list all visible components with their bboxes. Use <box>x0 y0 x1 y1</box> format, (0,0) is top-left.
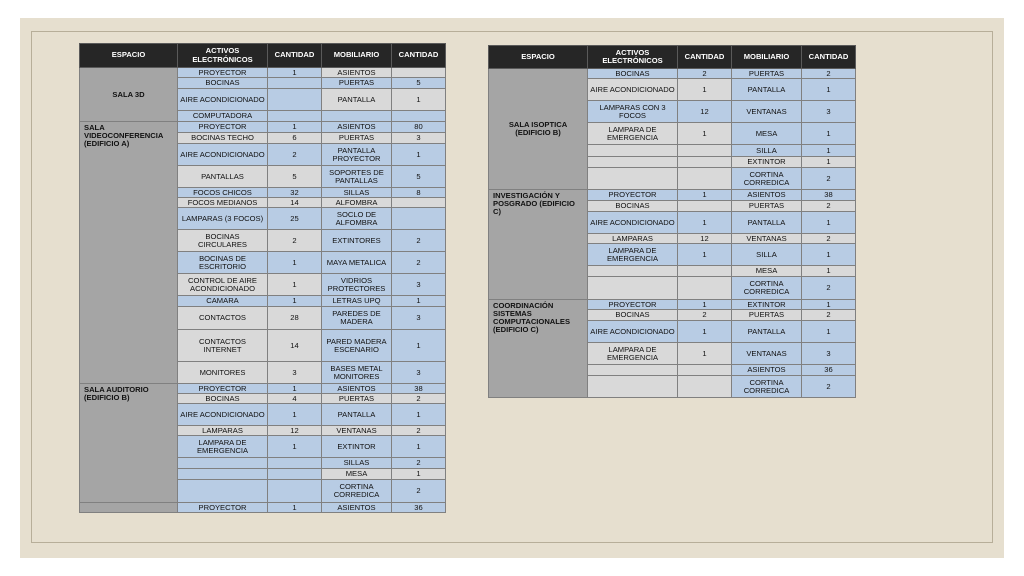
header-cantidad-mobiliario: CANTIDAD <box>802 46 856 69</box>
asset-quantity-cell: 1 <box>268 252 322 274</box>
asset-quantity-cell: 28 <box>268 307 322 330</box>
furniture-quantity-cell: 1 <box>392 296 446 307</box>
furniture-quantity-cell: 3 <box>392 133 446 144</box>
asset-cell: AIRE ACONDICIONADO <box>178 144 268 166</box>
furniture-quantity-cell: 2 <box>802 310 856 321</box>
furniture-cell: CORTINA CORREDICA <box>322 480 392 503</box>
furniture-quantity-cell: 1 <box>392 404 446 426</box>
asset-cell: PANTALLAS <box>178 166 268 188</box>
asset-quantity-cell <box>268 469 322 480</box>
asset-cell: AIRE ACONDICIONADO <box>588 79 678 101</box>
furniture-cell: MESA <box>732 266 802 277</box>
asset-quantity-cell: 2 <box>678 69 732 79</box>
furniture-cell: MAYA METALICA <box>322 252 392 274</box>
asset-cell <box>588 365 678 376</box>
furniture-cell: ALFOMBRA <box>322 198 392 208</box>
furniture-cell: VIDRIOS PROTECTORES <box>322 274 392 296</box>
furniture-cell: PUERTAS <box>732 310 802 321</box>
furniture-quantity-cell: 3 <box>392 307 446 330</box>
asset-cell: LAMPARA DE EMERGENCIA <box>588 244 678 266</box>
asset-quantity-cell <box>678 277 732 300</box>
furniture-cell: PAREDES DE MADERA <box>322 307 392 330</box>
inventory-table-left <box>79 43 446 513</box>
furniture-quantity-cell: 36 <box>392 503 446 513</box>
header-cantidad-mobiliario: CANTIDAD <box>392 44 446 68</box>
asset-quantity-cell: 2 <box>268 230 322 252</box>
furniture-quantity-cell: 1 <box>802 300 856 310</box>
header-espacio: ESPACIO <box>489 46 588 69</box>
asset-cell: CONTROL DE AIRE ACONDICIONADO <box>178 274 268 296</box>
asset-cell: BOCINAS <box>588 201 678 212</box>
asset-cell: PROYECTOR <box>178 384 268 394</box>
asset-cell: LAMPARA DE EMERGENCIA <box>178 436 268 458</box>
furniture-quantity-cell: 2 <box>392 426 446 436</box>
asset-quantity-cell: 5 <box>268 166 322 188</box>
asset-quantity-cell <box>678 168 732 190</box>
furniture-quantity-cell: 2 <box>802 201 856 212</box>
asset-quantity-cell: 2 <box>678 310 732 321</box>
asset-quantity-cell: 1 <box>268 384 322 394</box>
asset-quantity-cell: 1 <box>678 244 732 266</box>
asset-quantity-cell: 25 <box>268 208 322 230</box>
furniture-cell: PANTALLA <box>732 79 802 101</box>
asset-cell <box>588 277 678 300</box>
asset-cell: PROYECTOR <box>178 503 268 513</box>
header-mobiliario: MOBILIARIO <box>322 44 392 68</box>
asset-cell: BOCINAS <box>588 310 678 321</box>
furniture-cell: EXTINTOR <box>732 300 802 310</box>
furniture-quantity-cell <box>392 68 446 78</box>
furniture-cell: PANTALLA <box>732 212 802 234</box>
space-cell: SALA 3D <box>80 68 178 122</box>
furniture-cell: MESA <box>322 469 392 480</box>
asset-cell: AIRE ACONDICIONADO <box>588 321 678 343</box>
asset-cell: BOCINAS <box>178 394 268 404</box>
furniture-cell: EXTINTOR <box>732 157 802 168</box>
table-row <box>80 122 446 133</box>
asset-quantity-cell: 1 <box>678 343 732 365</box>
header-activos: ACTIVOS ELECTRÓNICOS <box>588 46 678 69</box>
space-cell: SALA ISOPTICA (EDIFICIO B) <box>489 69 588 190</box>
asset-quantity-cell: 1 <box>268 296 322 307</box>
furniture-quantity-cell <box>392 198 446 208</box>
space-cell: SALA AUDITORIO (EDIFICIO B) <box>80 384 178 503</box>
furniture-quantity-cell: 3 <box>392 362 446 384</box>
furniture-quantity-cell <box>392 208 446 230</box>
furniture-quantity-cell: 1 <box>802 212 856 234</box>
furniture-quantity-cell <box>392 111 446 122</box>
header-cantidad-activos: CANTIDAD <box>268 44 322 68</box>
table-row <box>80 384 446 394</box>
asset-quantity-cell: 32 <box>268 188 322 198</box>
asset-cell <box>588 376 678 398</box>
furniture-quantity-cell: 2 <box>802 277 856 300</box>
furniture-cell: SILLA <box>732 244 802 266</box>
asset-quantity-cell: 1 <box>268 436 322 458</box>
furniture-quantity-cell: 5 <box>392 166 446 188</box>
space-cell <box>80 503 178 513</box>
asset-quantity-cell: 12 <box>678 234 732 244</box>
asset-cell: AIRE ACONDICIONADO <box>588 212 678 234</box>
asset-cell: PROYECTOR <box>588 190 678 201</box>
furniture-cell: CORTINA CORREDICA <box>732 376 802 398</box>
furniture-quantity-cell: 1 <box>802 157 856 168</box>
asset-quantity-cell <box>678 376 732 398</box>
furniture-cell: VENTANAS <box>732 101 802 123</box>
furniture-quantity-cell: 1 <box>802 79 856 101</box>
furniture-quantity-cell: 38 <box>802 190 856 201</box>
asset-cell: BOCINAS TECHO <box>178 133 268 144</box>
asset-quantity-cell: 1 <box>678 300 732 310</box>
asset-cell <box>178 480 268 503</box>
furniture-cell: PUERTAS <box>732 201 802 212</box>
asset-quantity-cell <box>678 266 732 277</box>
asset-cell: PROYECTOR <box>178 68 268 78</box>
asset-cell: FOCOS MEDIANOS <box>178 198 268 208</box>
asset-quantity-cell: 6 <box>268 133 322 144</box>
furniture-quantity-cell: 2 <box>392 458 446 469</box>
furniture-quantity-cell: 36 <box>802 365 856 376</box>
furniture-cell: ASIENTOS <box>732 365 802 376</box>
asset-cell <box>588 266 678 277</box>
table-row <box>80 503 446 513</box>
asset-quantity-cell: 2 <box>268 144 322 166</box>
furniture-cell: BASES METAL MONITORES <box>322 362 392 384</box>
asset-cell: LAMPARAS (3 FOCOS) <box>178 208 268 230</box>
asset-cell <box>178 458 268 469</box>
table-row <box>489 69 856 79</box>
header-espacio: ESPACIO <box>80 44 178 68</box>
asset-cell: BOCINAS CIRCULARES <box>178 230 268 252</box>
furniture-cell: VENTANAS <box>732 234 802 244</box>
header-mobiliario: MOBILIARIO <box>732 46 802 69</box>
asset-quantity-cell: 1 <box>268 274 322 296</box>
asset-quantity-cell: 14 <box>268 198 322 208</box>
asset-cell: BOCINAS DE ESCRITORIO <box>178 252 268 274</box>
asset-cell: COMPUTADORA <box>178 111 268 122</box>
furniture-cell: PANTALLA <box>732 321 802 343</box>
asset-cell: LAMPARAS <box>588 234 678 244</box>
furniture-quantity-cell: 1 <box>392 469 446 480</box>
furniture-quantity-cell: 2 <box>392 230 446 252</box>
header-activos: ACTIVOS ELECTRÓNICOS <box>178 44 268 68</box>
asset-quantity-cell: 1 <box>678 190 732 201</box>
furniture-quantity-cell: 2 <box>392 394 446 404</box>
furniture-cell: PUERTAS <box>322 133 392 144</box>
asset-quantity-cell: 1 <box>268 503 322 513</box>
furniture-cell: VENTANAS <box>322 426 392 436</box>
asset-quantity-cell <box>678 145 732 157</box>
furniture-cell: CORTINA CORREDICA <box>732 168 802 190</box>
furniture-quantity-cell: 3 <box>392 274 446 296</box>
furniture-quantity-cell: 1 <box>392 89 446 111</box>
asset-cell: BOCINAS <box>178 78 268 89</box>
asset-quantity-cell: 1 <box>268 122 322 133</box>
asset-cell: LAMPARA DE EMERGENCIA <box>588 343 678 365</box>
asset-cell: AIRE ACONDICIONADO <box>178 404 268 426</box>
furniture-quantity-cell: 2 <box>802 168 856 190</box>
furniture-quantity-cell: 3 <box>802 101 856 123</box>
furniture-quantity-cell: 8 <box>392 188 446 198</box>
asset-cell: MONITORES <box>178 362 268 384</box>
furniture-cell: EXTINTORES <box>322 230 392 252</box>
furniture-quantity-cell: 1 <box>802 123 856 145</box>
furniture-quantity-cell: 1 <box>802 244 856 266</box>
furniture-cell: PANTALLA <box>322 404 392 426</box>
furniture-cell: PANTALLA <box>322 89 392 111</box>
asset-quantity-cell: 1 <box>678 123 732 145</box>
furniture-cell <box>322 111 392 122</box>
asset-cell <box>588 145 678 157</box>
asset-cell: LAMPARAS <box>178 426 268 436</box>
furniture-cell: ASIENTOS <box>322 503 392 513</box>
furniture-quantity-cell: 2 <box>802 69 856 79</box>
asset-quantity-cell <box>268 111 322 122</box>
furniture-quantity-cell: 1 <box>802 266 856 277</box>
furniture-cell: PUERTAS <box>732 69 802 79</box>
asset-cell: CONTACTOS INTERNET <box>178 330 268 362</box>
furniture-cell: SOCLO DE ALFOMBRA <box>322 208 392 230</box>
asset-quantity-cell <box>678 201 732 212</box>
furniture-cell: EXTINTOR <box>322 436 392 458</box>
asset-cell: LAMPARAS CON 3 FOCOS <box>588 101 678 123</box>
furniture-quantity-cell: 1 <box>392 144 446 166</box>
furniture-cell: ASIENTOS <box>732 190 802 201</box>
furniture-quantity-cell: 2 <box>802 234 856 244</box>
furniture-quantity-cell: 5 <box>392 78 446 89</box>
table-header <box>489 46 856 69</box>
furniture-cell: ASIENTOS <box>322 122 392 133</box>
asset-cell: LAMPARA DE EMERGENCIA <box>588 123 678 145</box>
asset-cell <box>588 168 678 190</box>
asset-quantity-cell: 14 <box>268 330 322 362</box>
furniture-quantity-cell: 80 <box>392 122 446 133</box>
asset-quantity-cell: 4 <box>268 394 322 404</box>
header-cantidad-activos: CANTIDAD <box>678 46 732 69</box>
furniture-quantity-cell: 2 <box>392 252 446 274</box>
furniture-cell: MESA <box>732 123 802 145</box>
asset-quantity-cell: 1 <box>678 212 732 234</box>
furniture-cell: ASIENTOS <box>322 384 392 394</box>
table-row <box>489 300 856 310</box>
furniture-quantity-cell: 1 <box>392 436 446 458</box>
furniture-cell: SILLA <box>732 145 802 157</box>
asset-quantity-cell <box>678 157 732 168</box>
asset-cell: FOCOS CHICOS <box>178 188 268 198</box>
asset-cell <box>178 469 268 480</box>
furniture-cell: LETRAS UPQ <box>322 296 392 307</box>
space-cell: SALA VIDEOCONFERENCIA (EDIFICIO A) <box>80 122 178 384</box>
asset-cell <box>588 157 678 168</box>
asset-quantity-cell <box>268 78 322 89</box>
furniture-cell: PARED MADERA ESCENARIO <box>322 330 392 362</box>
furniture-cell: PUERTAS <box>322 394 392 404</box>
header-row <box>80 44 446 68</box>
furniture-quantity-cell: 1 <box>802 145 856 157</box>
furniture-cell: SILLAS <box>322 188 392 198</box>
table-row <box>489 190 856 201</box>
furniture-quantity-cell: 2 <box>802 376 856 398</box>
table-header <box>80 44 446 68</box>
furniture-cell: SOPORTES DE PANTALLAS <box>322 166 392 188</box>
furniture-cell: CORTINA CORREDICA <box>732 277 802 300</box>
asset-cell: PROYECTOR <box>588 300 678 310</box>
asset-cell: CAMARA <box>178 296 268 307</box>
asset-quantity-cell: 12 <box>268 426 322 436</box>
furniture-quantity-cell: 38 <box>392 384 446 394</box>
asset-quantity-cell <box>268 458 322 469</box>
asset-quantity-cell: 12 <box>678 101 732 123</box>
furniture-cell: PUERTAS <box>322 78 392 89</box>
asset-quantity-cell <box>268 480 322 503</box>
space-cell: INVESTIGACIÓN Y POSGRADO (EDIFICIO C) <box>489 190 588 300</box>
table-body <box>80 68 446 513</box>
space-cell: COORDINACIÓN SISTEMAS COMPUTACIONALES (EDIFICIO C) <box>489 300 588 398</box>
table-row <box>80 68 446 78</box>
asset-cell: CONTACTOS <box>178 307 268 330</box>
furniture-quantity-cell: 3 <box>802 343 856 365</box>
furniture-cell: PANTALLA PROYECTOR <box>322 144 392 166</box>
furniture-quantity-cell: 1 <box>802 321 856 343</box>
asset-cell: BOCINAS <box>588 69 678 79</box>
asset-quantity-cell: 1 <box>678 321 732 343</box>
header-row <box>489 46 856 69</box>
asset-cell: PROYECTOR <box>178 122 268 133</box>
asset-quantity-cell <box>678 365 732 376</box>
furniture-cell: SILLAS <box>322 458 392 469</box>
asset-cell: AIRE ACONDICIONADO <box>178 89 268 111</box>
asset-quantity-cell <box>268 89 322 111</box>
furniture-quantity-cell: 1 <box>392 330 446 362</box>
furniture-cell: VENTANAS <box>732 343 802 365</box>
furniture-cell: ASIENTOS <box>322 68 392 78</box>
furniture-quantity-cell: 2 <box>392 480 446 503</box>
inventory-table-right <box>488 45 856 398</box>
asset-quantity-cell: 1 <box>268 68 322 78</box>
table-body <box>489 69 856 398</box>
asset-quantity-cell: 1 <box>678 79 732 101</box>
asset-quantity-cell: 1 <box>268 404 322 426</box>
asset-quantity-cell: 3 <box>268 362 322 384</box>
